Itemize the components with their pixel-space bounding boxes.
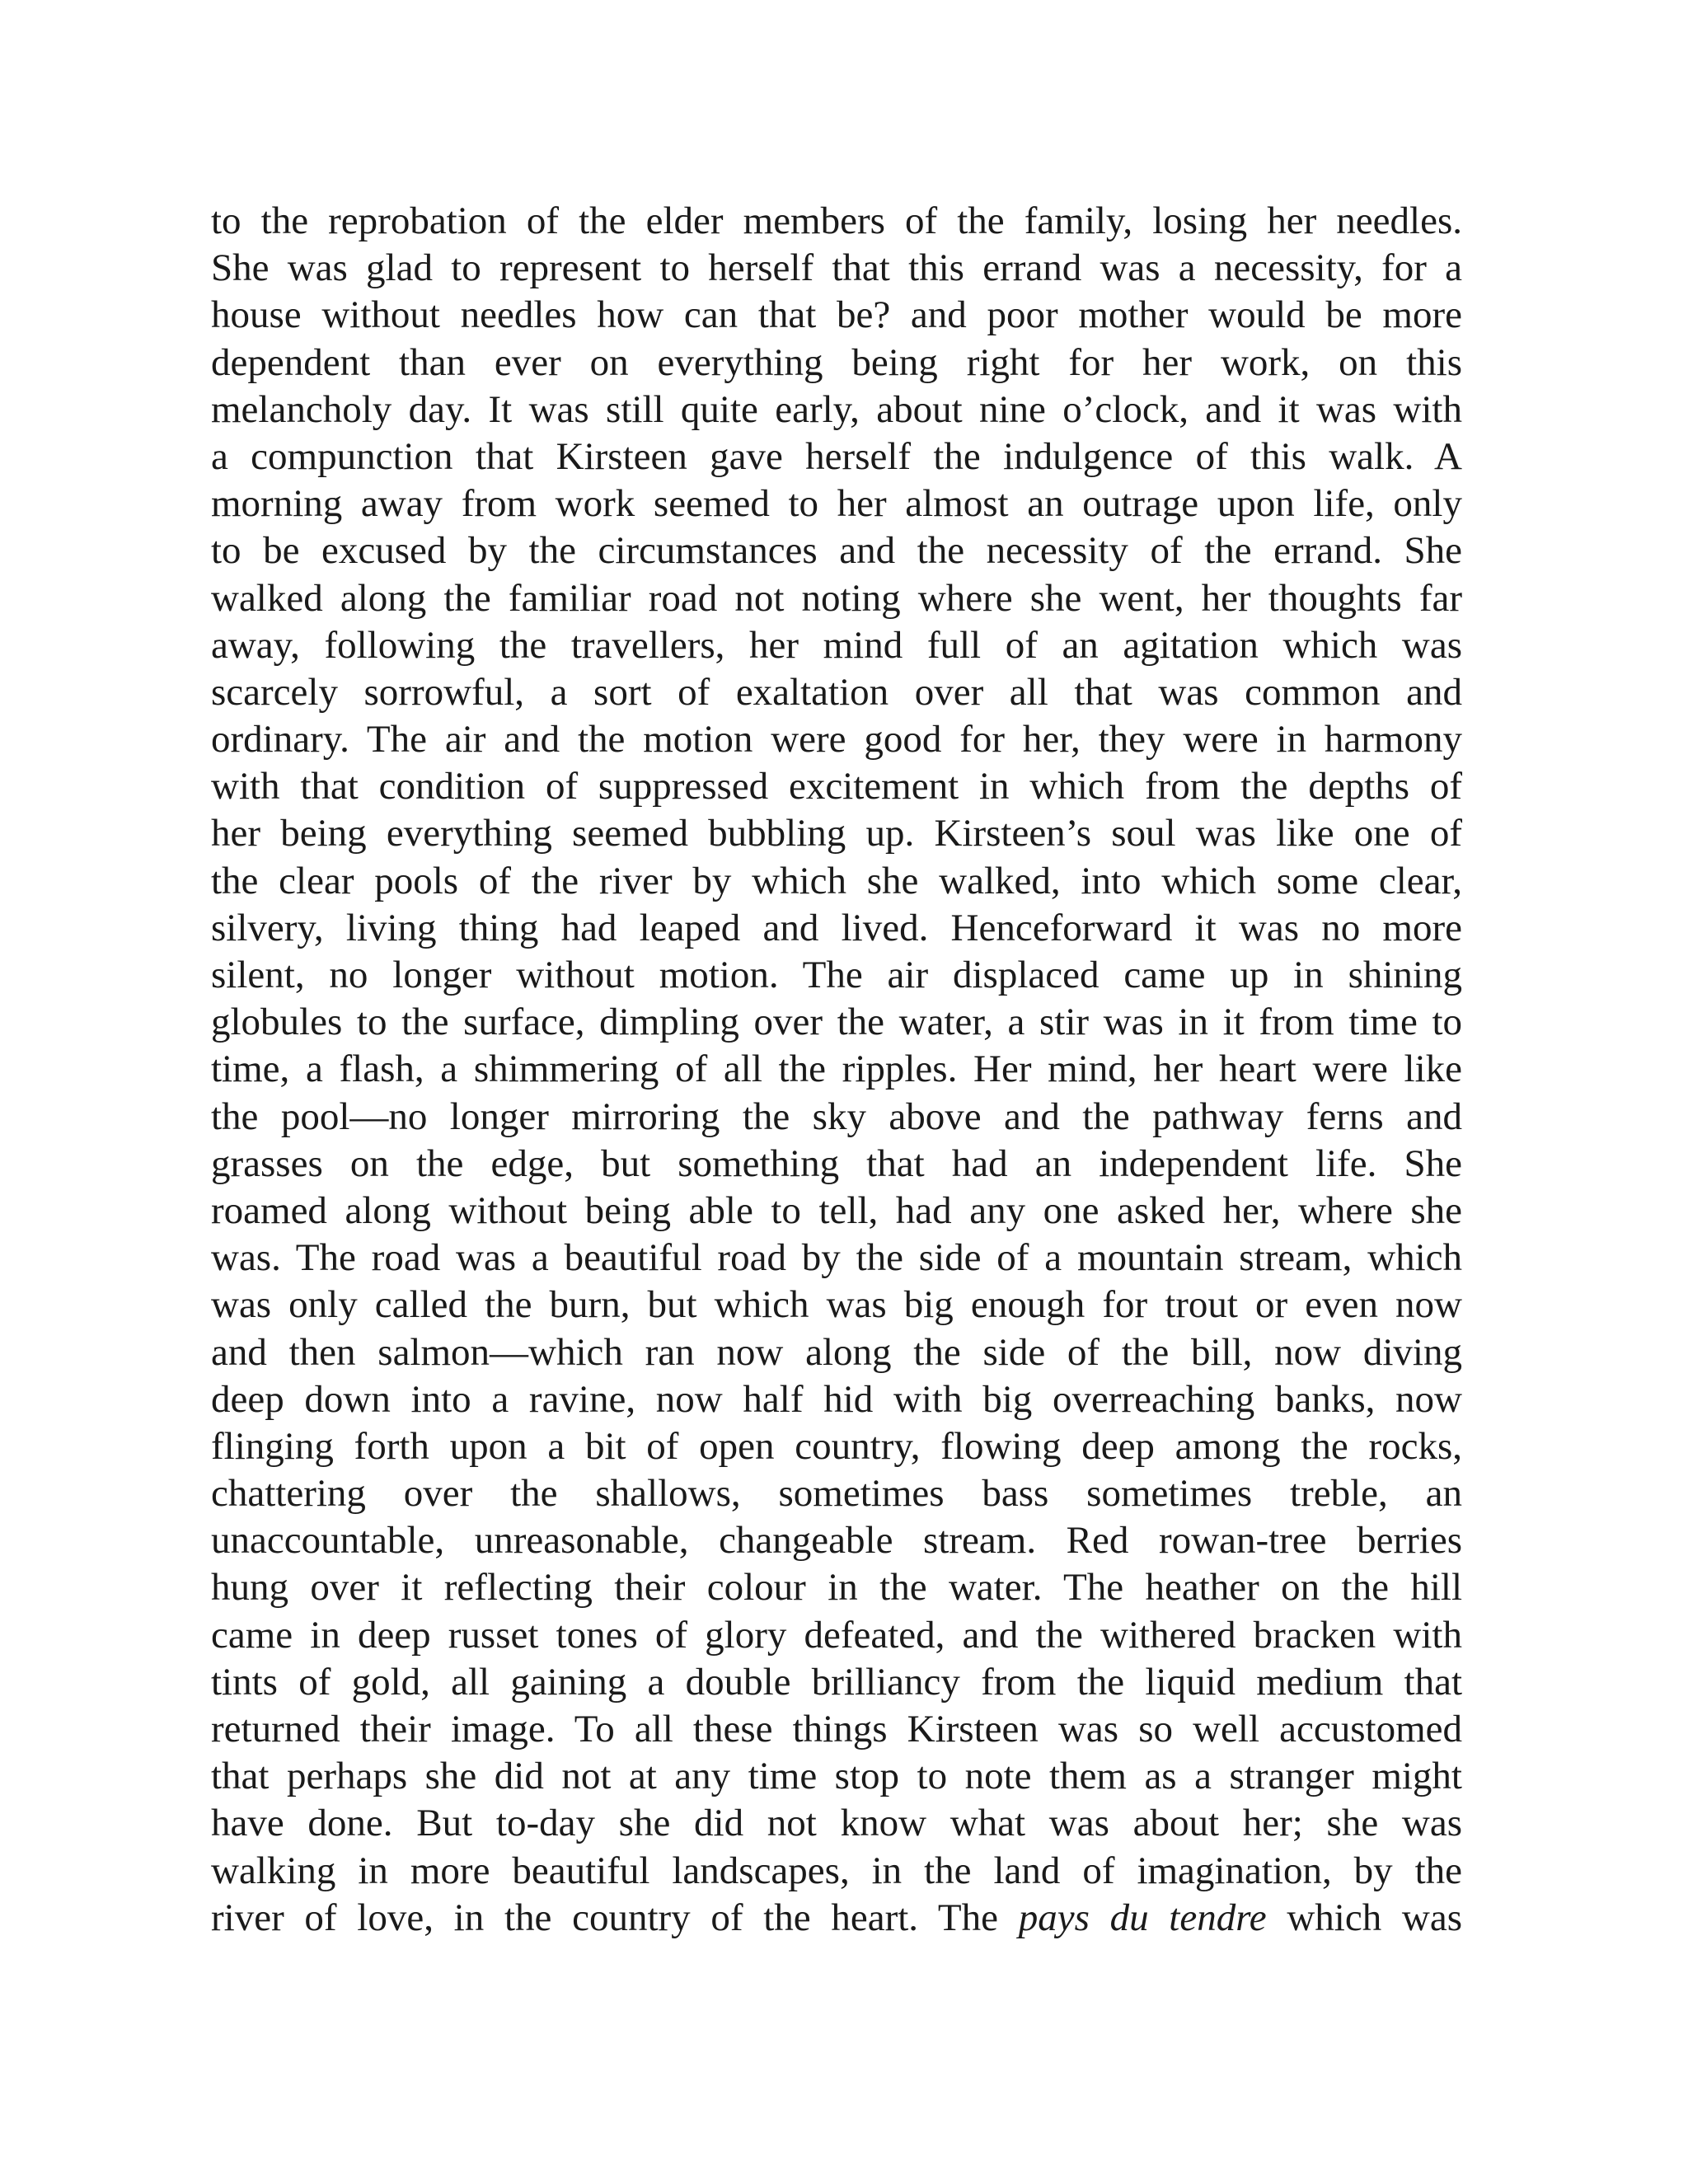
text-line: time, a flash, a shimmering of all the ripples. Her mind, her heart were like <box>211 1047 1462 1091</box>
text-line: was only called the burn, but which was big enough for trout or even now <box>211 1283 1462 1327</box>
text-line-last <box>211 1895 1462 1942</box>
text-line: roamed along without being able to tell, had any one asked her, where she <box>211 1188 1462 1232</box>
text-line: globules to the surface, dimpling over the water, a stir was in it from time to <box>211 1001 1462 1044</box>
italic-phrase: pays du tendre <box>1018 1896 1267 1939</box>
text-line: hung over it reflecting their colour in the water. The heather on the hill <box>211 1566 1462 1610</box>
text-line: scarcely sorrowful, a sort of exaltation over all that was common and <box>211 670 1462 714</box>
text-line: walking in more beautiful landscapes, in the land of imagination, by the <box>211 1849 1462 1892</box>
text-line: tints of gold, all gaining a double brilliancy from the liquid medium that <box>211 1660 1462 1704</box>
text-line: house without needles how can that be? and poor mother would be more <box>211 293 1462 337</box>
text-line: and then salmon—which ran now along the side of the bill, now diving <box>211 1330 1462 1374</box>
text-line: melancholy day. It was still quite early, about nine o’clock, and it was with <box>211 387 1462 431</box>
text-line: the clear pools of the river by which she walked, into which some clear, <box>211 859 1462 902</box>
text-line: morning away from work seemed to her almost an outrage upon life, only <box>211 482 1462 526</box>
text-line: grasses on the edge, but something that had an independent life. She <box>211 1141 1462 1185</box>
text-before-italic: river of love, in the country of the heart. The <box>211 1896 998 1939</box>
text-line: walked along the familiar road not noting where she went, her thoughts far <box>211 576 1462 620</box>
text-line: that perhaps she did not at any time stop to note them as a stranger might <box>211 1755 1462 1798</box>
text-line: to be excused by the circumstances and the necessity of the errand. She <box>211 529 1462 573</box>
text-line: silent, no longer without motion. The air displaced came up in shining <box>211 954 1462 996</box>
text-line: was. The road was a beautiful road by the side of a mountain stream, which <box>211 1236 1462 1280</box>
text-line: a compunction that Kirsteen gave herself the indulgence of this walk. A <box>211 434 1462 478</box>
text-line: deep down into a ravine, now half hid with big overreaching banks, now <box>211 1377 1462 1421</box>
text-line: She was glad to represent to herself that this errand was a necessity, for a <box>211 246 1462 290</box>
text-line: away, following the travellers, her mind full of an agitation which was <box>211 623 1462 667</box>
text-line: ordinary. The air and the motion were good for her, they were in harmony <box>211 718 1462 762</box>
text-line: have done. But to-day she did not know what was about her; she was <box>211 1802 1462 1845</box>
text-line: chattering over the shallows, sometimes bass sometimes treble, an <box>211 1472 1462 1516</box>
text-line: with that condition of suppressed excitement in which from the depths of <box>211 765 1462 808</box>
text-line: returned their image. To all these things Kirsteen was so well accustomed <box>211 1708 1462 1750</box>
text-line: her being everything seemed bubbling up. Kirsteen’s soul was like one of <box>211 812 1462 855</box>
text-line: to the reprobation of the elder members of the family, losing her needles. <box>211 199 1462 242</box>
text-line: the pool—no longer mirroring the sky above and the pathway ferns and <box>211 1094 1462 1138</box>
text-line: unaccountable, unreasonable, changeable stream. Red rowan-tree berries <box>211 1519 1462 1563</box>
text-after-italic: which was <box>1287 1896 1462 1939</box>
text-line: came in deep russet tones of glory defeated, and the withered bracken with <box>211 1613 1462 1657</box>
text-line: flinging forth upon a bit of open country, flowing deep among the rocks, <box>211 1424 1462 1468</box>
body-text <box>211 198 1462 1942</box>
text-line: silvery, living thing had leaped and lived. Henceforward it was no more <box>211 906 1462 949</box>
text-line: dependent than ever on everything being right for her work, on this <box>211 340 1462 384</box>
